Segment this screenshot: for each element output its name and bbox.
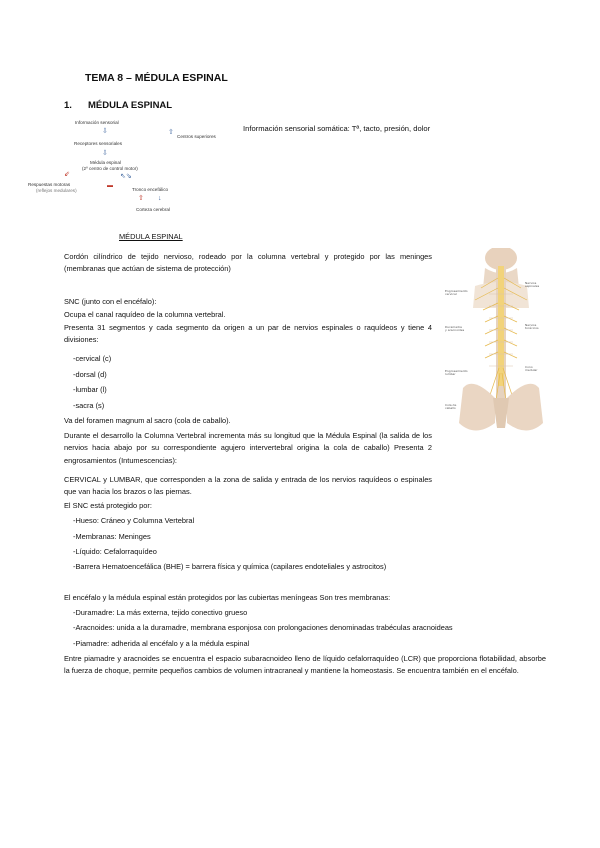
svg-text:caballo: caballo — [445, 406, 456, 410]
membrane-duramadre: -Duramadre: La más externa, tejido conectivo grueso — [73, 608, 248, 617]
paragraph-intumescencias: CERVICAL y LUMBAR, que corresponden a la zona de salida y entrada de los nervios raquídeos o espinales que van hacia los brazos o las piernas. — [64, 475, 432, 497]
paragraph-foramen: Va del foramen magnum al sacro (cola de caballo). — [64, 416, 231, 425]
protection-liquido: -Líquido: Cefalorraquídeo — [73, 547, 157, 556]
svg-text:lumbar: lumbar — [445, 372, 456, 376]
arrow-diagonal-icon: ⇖⇘ — [120, 173, 132, 180]
arrow-up-icon: ⇧ — [138, 195, 144, 202]
division-cervical: -cervical (c) — [73, 354, 112, 363]
membrane-piamadre: -Piamadre: adherida al encéfalo y a la médula espinal — [73, 639, 250, 648]
protection-membranas: -Membranas: Meninges — [73, 532, 151, 541]
protection-hueso: -Hueso: Cráneo y Columna Vertebral — [73, 516, 195, 525]
spinal-cord-figure — [445, 248, 543, 450]
paragraph-meninges: El encéfalo y la médula espinal están protegidos por las cubiertas meníngeas Son tres membranas: — [64, 593, 391, 602]
sensory-info-text: Información sensorial somática: Tª, tacto, presión, dolor — [243, 124, 431, 133]
membrane-aracnoides: -Aracnoides: unida a la duramadre, membrana esponjosa con prolongaciones denominadas trabéculas aracnoideas — [73, 623, 453, 632]
diagram-respuestas: Respuestas motoras — [28, 182, 71, 187]
label-duramadre: Duramadre — [445, 325, 462, 329]
svg-text:torácicos: torácicos — [525, 326, 539, 330]
diagram-info-sensorial: Información sensorial — [75, 120, 119, 125]
spinal-cord-illustration — [445, 248, 543, 450]
diagram-tronco: Tronco encefálico — [132, 187, 169, 192]
section-label: MÉDULA ESPINAL — [88, 100, 173, 111]
svg-text:cervical: cervical — [445, 292, 457, 296]
label-engrosamiento-lumbar: Engrosamiento — [445, 369, 468, 373]
arrow-down-icon: ⇩ — [102, 128, 108, 135]
svg-text:y aracnoides: y aracnoides — [445, 328, 465, 332]
label-cola-caballo: Cola de — [445, 403, 457, 407]
svg-text:espinales: espinales — [525, 284, 540, 288]
arrow-down-icon: ↓ — [158, 195, 162, 202]
diagram-respuestas-sub: (reflejos medulares) — [36, 188, 77, 193]
paragraph-desarrollo: Durante el desarrollo la Columna Vertebral incrementa más su longitud que la Médula Espinal (la salida de los nervios hacia abajo por su correspondiente agujero intervertebral origina la cola de caballo) Presenta 2 engrosamientos (Intumescencias): — [64, 431, 432, 465]
paragraph-snc: SNC (junto con el encéfalo): — [64, 297, 157, 306]
paragraph-definition: Cordón cilíndrico de tejido nervioso, rodeado por la columna vertebral y protegido por las meninges (membranas que actúan de sistema de protección) — [64, 252, 432, 274]
label-cono-medular: Cono — [525, 365, 533, 369]
diagram-receptores: Receptores sensoriales — [74, 141, 123, 146]
diagram-medula: Médula espinal — [90, 160, 121, 165]
arrow-down-icon: ⇩ — [102, 150, 108, 157]
arrow-down-left-icon: ⇙ — [64, 171, 70, 178]
diagram-corteza: Corteza cerebral — [136, 207, 170, 212]
label-engrosamiento-cervical: Engrosamiento — [445, 289, 468, 293]
division-dorsal: -dorsal (d) — [73, 370, 107, 379]
division-sacra: -sacra (s) — [73, 401, 105, 410]
page-title: TEMA 8 – MÉDULA ESPINAL — [85, 72, 228, 84]
svg-text:medular: medular — [525, 368, 538, 372]
diagram-medula-sub: (2º centro de control motor) — [82, 166, 138, 171]
section-heading — [64, 100, 172, 111]
arrow-up-icon: ⇧ — [168, 129, 174, 136]
paragraph-segmentos: Presenta 31 segmentos y cada segmento da origen a un par de nervios espinales o raquídeos y tiene 4 divisiones: — [64, 323, 432, 345]
paragraph-canal: Ocupa el canal raquídeo de la columna vertebral. — [64, 310, 226, 319]
paragraph-protegido: El SNC está protegido por: — [64, 501, 152, 510]
division-lumbar: -lumbar (l) — [73, 385, 107, 394]
label-nervios-toracicos: Nervios — [525, 323, 537, 327]
label-nervios-cervicales: Nervios — [525, 281, 537, 285]
protection-bhe: -Barrera Hematoencefálica (BHE) = barrera física y química (capilares endoteliales y astrocitos) — [73, 562, 387, 571]
diagram-centros: Centros superiores — [177, 134, 216, 139]
dash-icon: ▬ — [107, 183, 113, 189]
paragraph-lcr: Entre piamadre y aracnoides se encuentra el espacio subaracnoideo lleno de líquido cefalorraquídeo (LCR) que proporciona flotabilidad, absorbe la fuerza de choque, permite pequeños cambios de volumen intracraneal y mantiene la homeostasis. Se encuentra también en el encéfalo. — [64, 654, 546, 676]
subheading: MÉDULA ESPINAL — [119, 232, 183, 241]
section-number: 1. — [64, 100, 72, 111]
